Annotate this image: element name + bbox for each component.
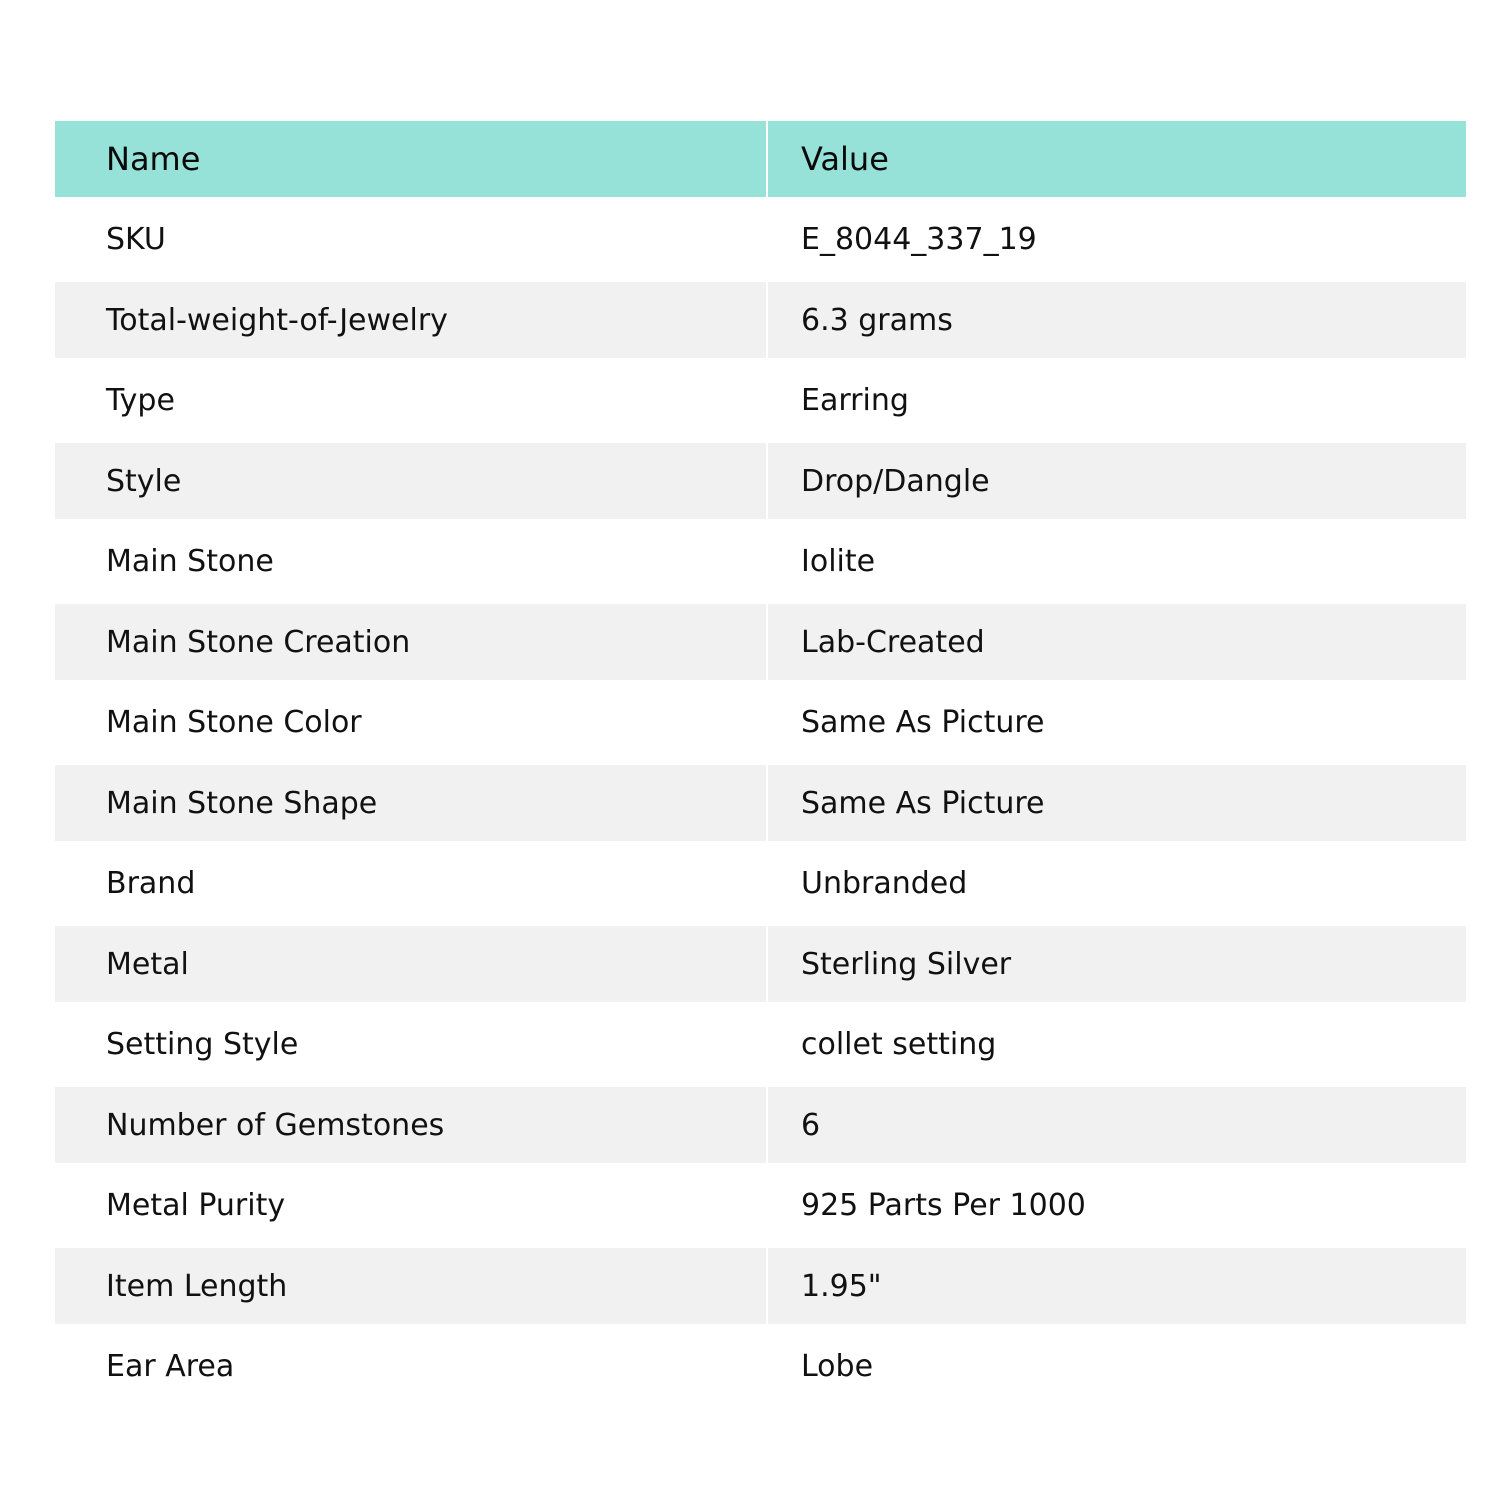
table-row: [55, 1087, 1466, 1163]
row-value-cell: Iolite: [766, 519, 1466, 604]
row-name-cell: Setting Style: [55, 1002, 766, 1087]
row-value-cell: Same As Picture: [766, 680, 1466, 765]
row-name-cell: Total-weight-of-Jewelry: [55, 282, 766, 358]
table-row: [55, 443, 1466, 519]
row-value-cell: 6.3 grams: [766, 282, 1466, 358]
header-value: Value: [766, 121, 1466, 197]
table-row: [55, 1163, 1466, 1248]
table-row: [55, 1002, 1466, 1087]
row-value-cell: Earring: [766, 358, 1466, 443]
row-name-cell: Metal: [55, 926, 766, 1002]
row-value-cell: 1.95": [766, 1248, 1466, 1324]
row-value-cell: Lobe: [766, 1324, 1466, 1409]
row-name-cell: Main Stone Shape: [55, 765, 766, 841]
row-value-cell: collet setting: [766, 1002, 1466, 1087]
row-value-cell: Same As Picture: [766, 765, 1466, 841]
table-row: [55, 519, 1466, 604]
row-value-cell: Drop/Dangle: [766, 443, 1466, 519]
table-row: [55, 926, 1466, 1002]
row-name-cell: Brand: [55, 841, 766, 926]
row-name-cell: Ear Area: [55, 1324, 766, 1409]
table-row: [55, 282, 1466, 358]
row-name-cell: Type: [55, 358, 766, 443]
row-name-cell: Main Stone Color: [55, 680, 766, 765]
row-value-cell: E_8044_337_19: [766, 197, 1466, 282]
row-value-cell: 6: [766, 1087, 1466, 1163]
table-row: [55, 680, 1466, 765]
table-row: [55, 765, 1466, 841]
table-row: [55, 604, 1466, 680]
table-row: [55, 197, 1466, 282]
table-row: [55, 841, 1466, 926]
row-name-cell: Number of Gemstones: [55, 1087, 766, 1163]
row-value-cell: 925 Parts Per 1000: [766, 1163, 1466, 1248]
table-body: [55, 197, 1466, 1409]
row-name-cell: SKU: [55, 197, 766, 282]
row-name-cell: Main Stone Creation: [55, 604, 766, 680]
row-name-cell: Main Stone: [55, 519, 766, 604]
row-name-cell: Metal Purity: [55, 1163, 766, 1248]
table-row: [55, 1324, 1466, 1409]
header-row: [55, 121, 1466, 197]
row-name-cell: Style: [55, 443, 766, 519]
row-name-cell: Item Length: [55, 1248, 766, 1324]
table-row: [55, 358, 1466, 443]
specifications-table: [55, 121, 1466, 1409]
table-header: [55, 121, 1466, 197]
header-name: Name: [55, 121, 766, 197]
table-row: [55, 1248, 1466, 1324]
row-value-cell: Unbranded: [766, 841, 1466, 926]
row-value-cell: Lab-Created: [766, 604, 1466, 680]
row-value-cell: Sterling Silver: [766, 926, 1466, 1002]
